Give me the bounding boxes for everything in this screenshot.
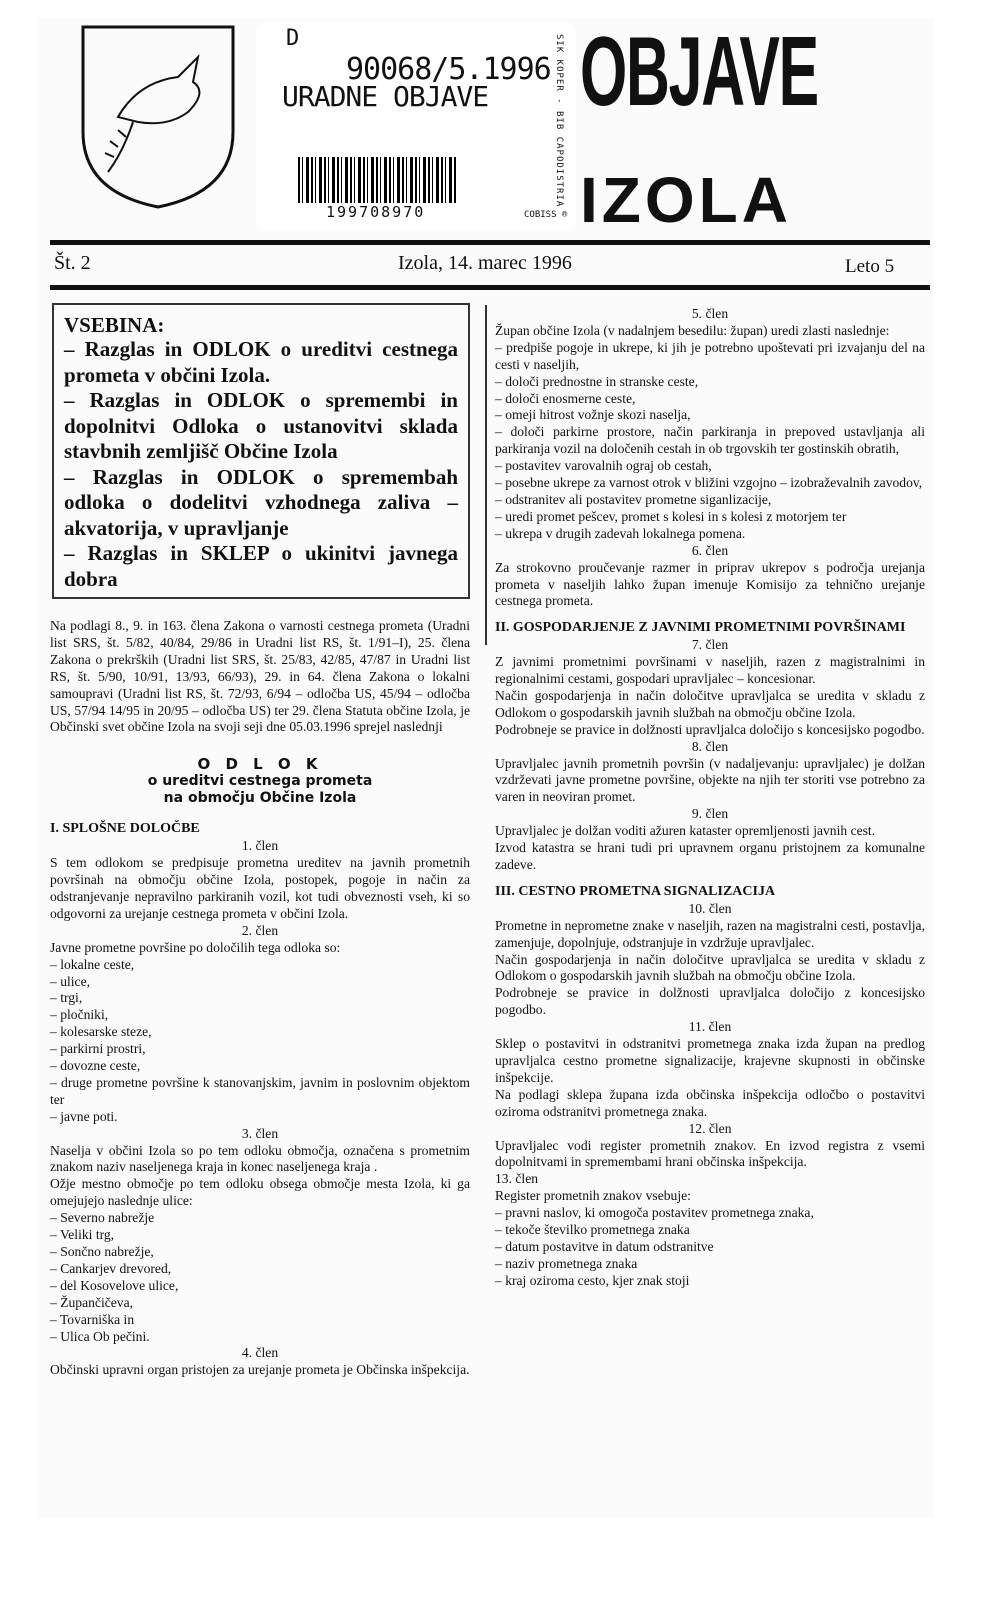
list-item: – določi prednostne in stranske ceste,: [495, 373, 699, 389]
list-item: – javne poti.: [50, 1108, 118, 1124]
article-heading: 10. člen: [688, 900, 732, 916]
label-number: 90068/5.1996: [346, 52, 551, 87]
list-item: – naziv prometnega znaka: [495, 1255, 638, 1271]
article-heading: 9. člen: [691, 806, 729, 822]
article-text: Javne prometne površine po določilih tega odloka so:: [50, 939, 341, 955]
label-title: URADNE OBJAVE: [282, 80, 489, 113]
article-text: Podrobneje se pravice in dolžnosti upravljalca določijo s koncesijsko pogodbo.: [495, 721, 925, 737]
masthead-objave: OBJAVE: [580, 16, 818, 126]
column-rule: [485, 305, 487, 645]
article-heading: 6. člen: [691, 542, 729, 558]
list-item: – predpiše pogoje in ukrepe, ki jih je potrebno upoštevati pri izvajanju del na cesti v naseljih,: [495, 339, 925, 372]
list-item: – druge prometne površine k stanovanjskim, javnim in poslovnim objektom ter: [50, 1074, 470, 1107]
article-heading: 3. člen: [241, 1125, 279, 1141]
list-item: – parkirni prostri,: [50, 1041, 146, 1057]
cobiss-label: COBISS ®: [524, 210, 568, 220]
article-text: Župan občine Izola (v nadalnjem besedilu: župan) uredi zlasti naslednje:: [495, 322, 890, 338]
article-heading: 8. člen: [691, 738, 729, 754]
list-item: – ukrepa v drugih zadevah lokalnega pomena.: [495, 525, 746, 541]
article-heading: 5. člen: [691, 306, 729, 321]
article-text: Občinski upravni organ pristojen za urejanje prometa je Občinska inšpekcija.: [50, 1362, 470, 1378]
list-item: – lokalne ceste,: [50, 956, 135, 972]
list-item: – Severno nabrežje: [50, 1210, 155, 1226]
divider: [50, 240, 930, 245]
list-item: – določi enosmerne ceste,: [495, 390, 636, 406]
masthead-izola: IZOLA: [580, 164, 792, 236]
list-item: – uredi promet pešcev, promet s kolesi in s kolesi z motorjem ter: [495, 508, 847, 524]
list-item: – ulice,: [50, 973, 91, 989]
article-heading: 12. člen: [688, 1120, 732, 1136]
odlok-subtitle: o ureditvi cestnega prometa: [147, 773, 373, 790]
list-item: – del Kosovelove ulice,: [50, 1277, 179, 1293]
article-text: Način gospodarjenja in način določitve upravljalca se uredita v skladu z Odlokom o gospodarskih javnih službah na območju občine Izola.: [495, 951, 925, 984]
list-item: – dovozne ceste,: [50, 1058, 141, 1074]
article-text: Register prometnih znakov vsebuje:: [495, 1188, 691, 1204]
article-heading: 4. člen: [241, 1345, 279, 1361]
section-heading: I. SPLOŠNE DOLOČBE: [50, 821, 200, 837]
article-heading: 1. člen: [241, 838, 279, 854]
article-heading: 11. člen: [688, 1019, 732, 1035]
article-text: Ožje mestno območje po tem odloku obsega območje mesta Izola, ki ga omejujejo naslednje ulice:: [50, 1176, 470, 1209]
article-text: Upravljalec je dolžan voditi ažuren kataster opremljenosti javnih cest.: [495, 823, 876, 839]
section-heading: III. CESTNO PROMETNA SIGNALIZACIJA: [495, 883, 776, 899]
article-text: Upravljalec javnih prometnih površin (v nadaljevanju: upravljalec) je dolžan vzdrževati javne prometne površine, objekte na njih ter storiti vse potrebno za varen in neoviran promet.: [495, 755, 925, 805]
library-label: [256, 22, 576, 230]
issue-date: Izola, 14. marec 1996: [398, 252, 572, 274]
list-item: – posebne ukrepe za varnost otrok v bližini vzgojno – izobraževalnih zavodov,: [495, 475, 923, 491]
article-text: Način gospodarjenja in način določitve upravljalca se uredita v skladu z Odlokom o gospodarskih javnih službah na območju občine Izola.: [495, 687, 925, 720]
list-item: – Ulica Ob pečini.: [50, 1328, 150, 1344]
article-heading: 7. člen: [691, 637, 729, 653]
left-column: [50, 618, 470, 1379]
divider: [50, 285, 930, 290]
list-item: – omeji hitrost vožnje skozi naselja,: [495, 407, 691, 423]
article-heading: 2. člen: [241, 922, 279, 938]
list-item: – Cankarjev drevored,: [50, 1260, 172, 1276]
coat-of-arms-dove-icon: [78, 22, 238, 212]
odlok-subtitle: na območju Občine Izola: [163, 790, 357, 807]
list-item: – Tovarniška in: [50, 1311, 135, 1327]
contents-box: [52, 303, 470, 599]
list-item: – postavitev varovalnih ograj ob cestah,: [495, 458, 712, 474]
contents-heading: VSEBINA:: [64, 313, 165, 337]
list-item: – kolesarske steze,: [50, 1024, 152, 1040]
list-item: – Veliki trg,: [50, 1227, 115, 1243]
preamble: Na podlagi 8., 9. in 163. člena Zakona o varnosti cestnega prometa (Uradni list SRS, št. 5/82, 40/84, 29/86 in Uradni list RS, št. 1/91–I), 25. člena Zakona o prekrških (Uradni list SRS, št. 25/83, 42/85, 47/87 in Uradni list RS, št. 5/90, 10/91, 13/93, 66/93), 29. in 64. člena Zakona o lokalni samoupravi (Uradni list RS, št. 72/93, 6/94 – odločba US, 45/94 – odločba US, 57/94 14/95 in 20/95 – odločba US) ter 29. člena Statuta občine Izola, je Občinski svet občine Izola na svoji seji dne 05.03.1996 sprejel naslednji: [50, 618, 470, 735]
list-item: – odstranitev ali postavitev prometne siganlizacije,: [495, 491, 772, 507]
article-text: S tem odlokom se predpisuje prometna ureditev na javnih prometnih površinah na območju občine Izola, postopek, pogoje in način za odstranjevanje nepravilno parkiranih vozil, kot tudi obveznosti vseh, ki so odgovorni za urejanje cestnega prometa v občini Izola.: [50, 855, 470, 921]
contents-item: – Razglas in ODLOK o spremembi in dopolnitvi Odloka o ustanovitvi sklada stavbnih zemljišč Občine Izola: [64, 388, 458, 463]
list-item: – Sončno nabrežje,: [50, 1244, 154, 1259]
contents-item: – Razglas in ODLOK o ureditvi cestnega prometa v občini Izola.: [64, 337, 458, 387]
list-item: – tekoče številko prometnega znaka: [495, 1222, 690, 1238]
article-text: Na podlagi sklepa župana izda občinska inšpekcija odločbo o postavitvi oziroma odstranitvi prometnega znaka.: [495, 1086, 925, 1119]
list-item: – datum postavitve in datum odstranitve: [495, 1238, 714, 1254]
issue-number: Št. 2: [54, 252, 91, 274]
article-text: Upravljalec vodi register prometnih znakov. En izvod registra z vsemi dopolnitvami in spremembami hrani občinska inšpekcija.: [495, 1137, 925, 1170]
article-text: Prometne in neprometne znake v naseljih, razen na magistralni cesti, postavlja, zamenjuje, dopolnjuje, odstranjuje in vzdržuje upravljalec.: [495, 917, 925, 950]
article-text: Sklep o postavitvi in odstranitvi prometnega znaka izda župan na predlog upravljalca cestno prometne signalizacije, krajevne skupnosti in občinske inšpekcije.: [495, 1036, 925, 1085]
barcode-number: 199708970: [326, 203, 426, 221]
contents-item: – Razglas in ODLOK o spremembah odloka o dodelitvi vzhodnega zaliva – akvatorija, v upravljanje: [64, 464, 458, 540]
article-text: Naselja v občini Izola so po tem odloku območja, označena s prometnim znakom naziv naseljenega kraja in konec naseljenega kraja .: [50, 1142, 470, 1175]
odlok-title: [50, 756, 470, 807]
list-item: – trgi,: [50, 990, 83, 1006]
article-heading: 13. člen: [495, 1171, 539, 1187]
article-text: Podrobneje se pravice in dolžnosti upravljalca določijo z koncesijsko pogodbo.: [495, 985, 925, 1018]
library-name: SIK KOPER - BIB CAPODISTRIA: [554, 34, 564, 208]
list-item: – pločniki,: [50, 1007, 109, 1023]
contents-item: – Razglas in SKLEP o ukinitvi javnega dobra: [64, 541, 458, 591]
label-letter: D: [286, 26, 300, 51]
right-column: [495, 306, 925, 1290]
article-text: Z javnimi prometnimi površinami v naseljih, razen z magistralnimi in regionalnimi cestami, gospodari upravljalec – koncesionar.: [495, 654, 925, 687]
article-text: Za strokovno proučevanje razmer in priprav ukrepov s področja urejanja prometa v naseljih lahko župan imenuje Komisijo za tehnično urejanje cestnega prometa.: [495, 559, 925, 609]
list-item: – Župančičeva,: [50, 1294, 134, 1310]
barcode: [298, 157, 458, 203]
list-item: – določi parkirne prostore, način parkiranja in prepoved ustavljanja ali parkiranja vozil na določenih cestah in ob trgovskih ter gostinskih obratih,: [495, 424, 925, 457]
list-item: – pravni naslov, ki omogoča postavitev prometnega znaka,: [495, 1205, 814, 1221]
section-heading: II. GOSPODARJENJE Z JAVNIMI PROMETNIMI POVRŠINAMI: [495, 620, 906, 636]
list-item: – kraj oziroma cesto, kjer znak stoji: [495, 1272, 690, 1288]
odlok-heading: O D L O K: [197, 755, 323, 774]
issue-year: Leto 5: [845, 256, 895, 277]
article-text: Izvod katastra se hrani tudi pri upravnem organu pristojnem za komunalne zadeve.: [495, 840, 925, 872]
